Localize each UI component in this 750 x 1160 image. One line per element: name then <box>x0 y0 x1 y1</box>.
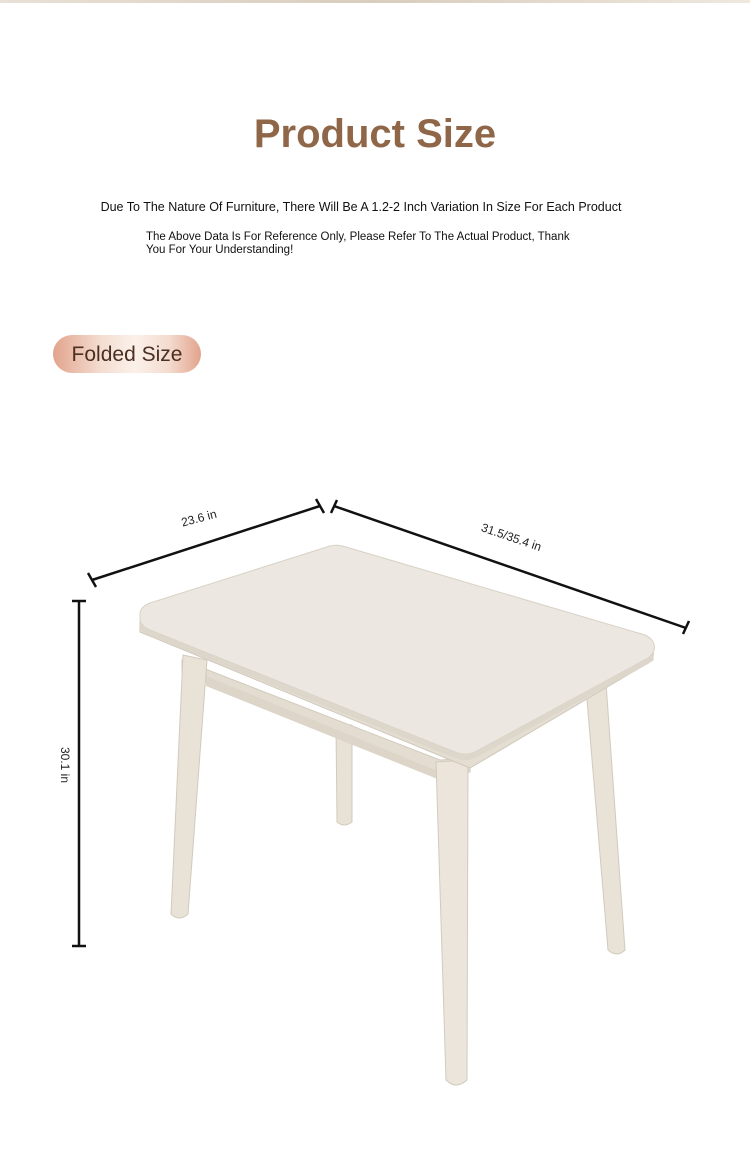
folded-size-badge <box>53 335 201 373</box>
reference-note-line-2: You For Your Understanding! <box>146 244 294 256</box>
table-leg-right <box>586 683 625 954</box>
reference-note-line-1: The Above Data Is For Reference Only, Please Refer To The Actual Product, Thank <box>146 231 570 243</box>
table-illustration <box>140 545 654 1085</box>
width-label: 31.5/35.4 in <box>479 520 544 555</box>
top-image-strip <box>0 0 750 3</box>
page-title: Product Size <box>253 112 497 156</box>
table-leg-front <box>436 760 468 1085</box>
depth-label: 23.6 in <box>179 506 219 530</box>
reference-note <box>146 231 596 257</box>
table-dimension-diagram <box>0 480 750 1120</box>
height-dimension-line <box>72 601 86 946</box>
height-label: 30.1 in <box>58 746 72 784</box>
table-top <box>140 545 654 754</box>
folded-size-label: Folded Size <box>71 343 183 366</box>
table-leg-left <box>171 655 207 918</box>
size-variation-note: Due To The Nature Of Furniture, There Will Be A 1.2-2 Inch Variation In Size For Each Product <box>100 200 622 214</box>
